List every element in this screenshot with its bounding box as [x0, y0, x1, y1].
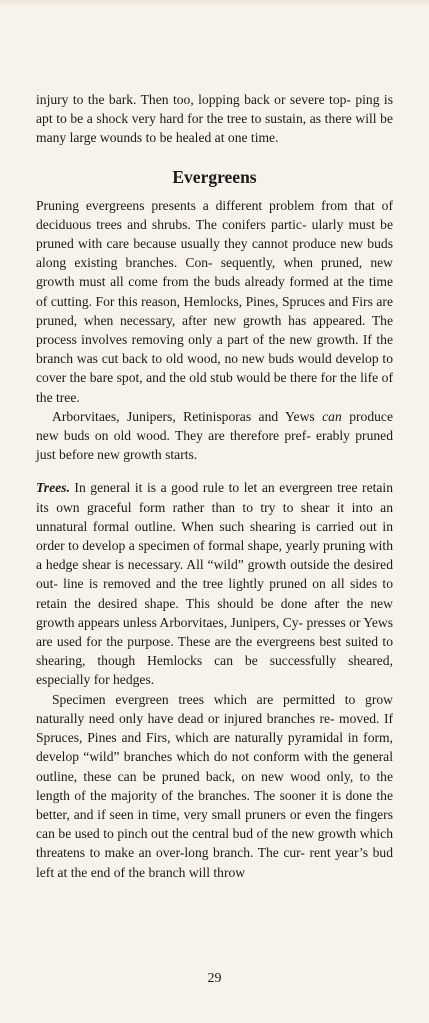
emphasis-can: can: [322, 408, 342, 424]
pruning-paragraph: Pruning evergreens presents a different problem from that of deciduous trees and shrubs. The conifers partic- ularly must be pruned with care because usually they cannot produce new buds along existing branches. Con- sequently, when pruned, new growth must all come from the buds already formed at the time of cutting. For this reason, Hemlocks, Pines, Spruces and Firs are pruned, when necessary, after new growth has appeared. The process involves removing only a part of the new growth. If the branch was cut back to old wood, no new buds would develop to cover the bare spot, and the old stub would be there for the life of the tree.: [36, 197, 393, 405]
intro-paragraph: injury to the bark. Then too, lopping back or severe top- ping is apt to be a shock very hard for the tree to sustain, as there will be many large wounds to be healed at one time.: [36, 92, 393, 146]
arborvitae-paragraph: [36, 407, 393, 465]
specimen-paragraph: Specimen evergreen trees which are permitted to grow naturally need only have dead or injured branches re- moved. If Spruces, Pines and Firs, which are naturally pyramidal in form, develop “wild” branches which do not conform with the general outline, these can be pruned back, on new wood only, to the length of the majority of the branches. The sooner it is done the better, and if seen in time, very small pruners or even the fingers can be used to pinch out the central bud of the new growth which threatens to make an over-long branch. The cur- rent year’s bud left at the end of the branch will throw: [36, 691, 393, 880]
arborvitae-text-start: Arborvitaes, Junipers, Retinisporas and Yews: [52, 408, 323, 424]
trees-run-in-heading: Trees.: [36, 480, 70, 496]
page-top-edge: [0, 0, 429, 6]
trees-paragraph: [36, 478, 393, 689]
section-heading: Evergreens: [172, 166, 257, 187]
arborvitae-text-end: produce new buds on old wood. They are therefore pref- erably pruned just before new growth starts.: [36, 408, 393, 463]
page-number: 29: [207, 971, 222, 986]
trees-text: In general it is a good rule to let an evergreen tree retain its own graceful form rather than to try to shear it into an unnatural formal outline. When such shearing is carried out in order to develop a specimen of formal shape, yearly pruning with a hedge shear is necessary. All “wild” growth outside the desired out- line is removed and the tree lightly pruned on all sides to retain the desired shape. This should be done after the new growth appears unless Arborvitaes, Junipers, Cy- presses or Yews are used for the purpose. These are the evergreens best suited to shearing, though Hemlocks can be successfully sheared, especially for hedges.: [36, 480, 393, 688]
